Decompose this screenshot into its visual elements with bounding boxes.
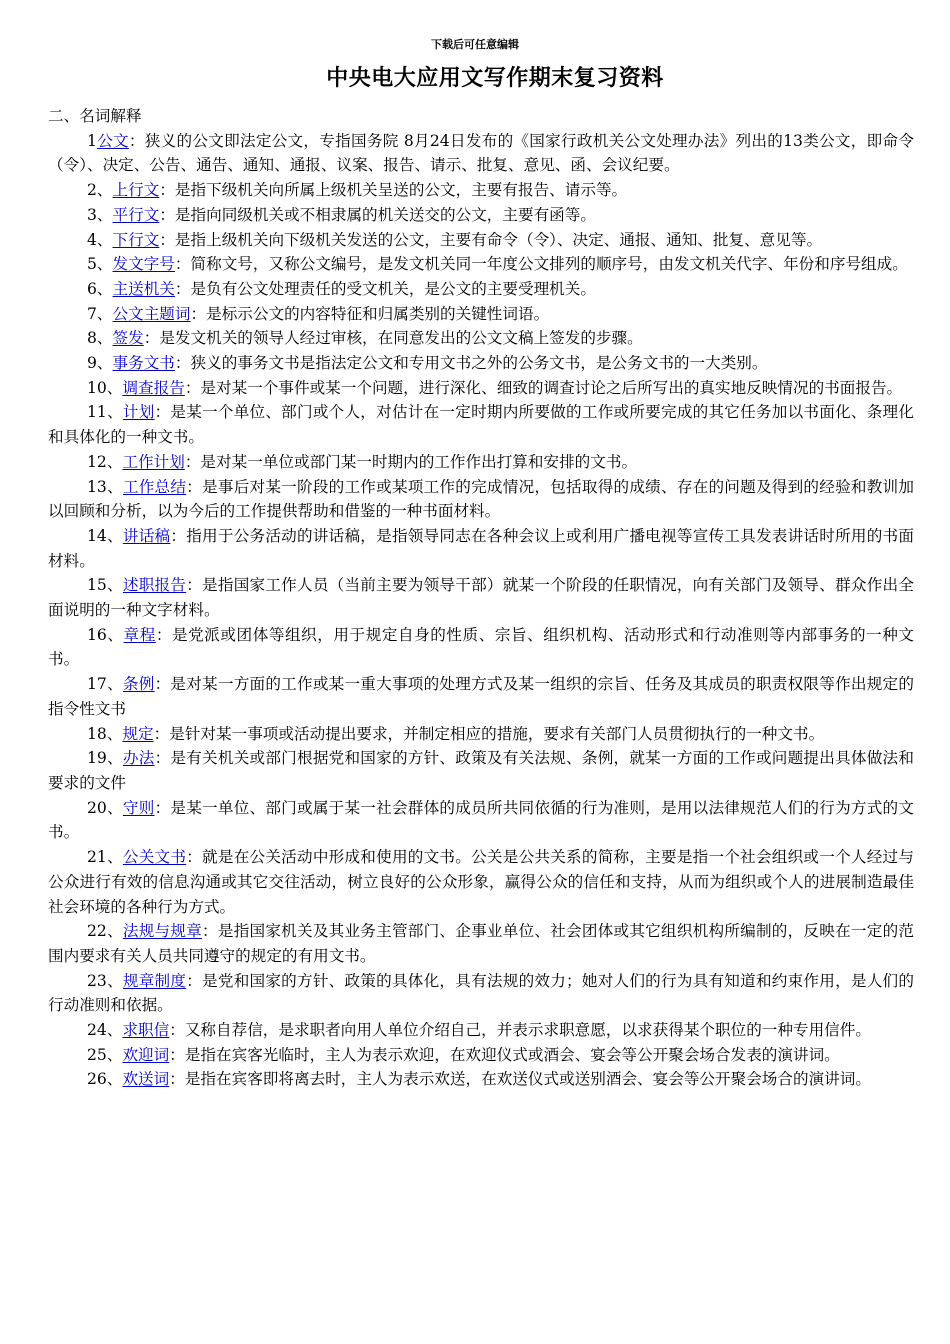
entry-number: 2、 bbox=[87, 181, 113, 200]
section-heading: 二、名词解释 bbox=[48, 107, 142, 125]
definition-entry bbox=[48, 351, 914, 376]
page-title: 中央电大应用文写作期末复习资料 bbox=[326, 66, 664, 91]
definition-entry bbox=[48, 1067, 914, 1092]
entry-term-link[interactable]: 欢迎词 bbox=[122, 1045, 170, 1064]
definition-entry bbox=[48, 746, 914, 795]
entry-definition: ：是某一个单位、部门或个人，对估计在一定时期内所要做的工作或所要完成的其它任务加以书面化、条理化和具体化的一种文书。 bbox=[48, 403, 914, 447]
entry-term-link[interactable]: 调查报告 bbox=[122, 378, 185, 397]
entry-definition: ：是指国家工作人员（当前主要为领导干部）就某一个阶段的任职情况，向有关部门及领导、群众作出全面说明的一种文字材料。 bbox=[48, 576, 914, 620]
entry-number: 13、 bbox=[87, 477, 123, 496]
entry-definition: ：是指国家机关及其业务主管部门、企事业单位、社会团体或其它组织机构所编制的，反映在一定的范围内要求有关人员共同遵守的规定的有用文书。 bbox=[48, 922, 914, 965]
definition-entry bbox=[48, 277, 914, 302]
definition-entry bbox=[48, 1043, 914, 1068]
entry-number: 22、 bbox=[87, 922, 123, 941]
entry-term-link[interactable]: 公关文书 bbox=[122, 848, 187, 867]
entry-definition: ：狭义的公文即法定公文，专指国务院 8月24日发布的《国家行政机关公文处理办法》列出的13类公文，即命令（令）、决定、公告、通告、通知、通报、议案、报告、请示、批复、意见、函、会议纪要。 bbox=[48, 131, 914, 175]
entry-number: 16、 bbox=[87, 625, 124, 644]
entry-number: 19、 bbox=[87, 749, 123, 768]
entry-number: 20、 bbox=[87, 798, 123, 817]
entry-term-link[interactable]: 事务文书 bbox=[112, 354, 175, 373]
entry-term-link[interactable]: 规定 bbox=[122, 724, 154, 743]
entry-definition: ：是负有公文处理责任的受文机关，是公文的主要受理机关。 bbox=[174, 279, 596, 298]
download-note: 下载后可任意编辑 bbox=[431, 38, 519, 51]
entry-term-link[interactable]: 法规与规章 bbox=[122, 922, 203, 941]
definition-entry bbox=[48, 450, 914, 475]
definition-entry bbox=[48, 1018, 914, 1043]
definition-entry bbox=[48, 178, 914, 203]
entry-term-link[interactable]: 工作总结 bbox=[122, 477, 187, 496]
entry-definition: ：是事后对某一阶段的工作或某项工作的完成情况，包括取得的成绩、存在的问题及得到的经验和教训加以回顾和分析，以为今后的工作提供帮助和借鉴的一种书面材料。 bbox=[48, 477, 914, 521]
entry-term-link[interactable]: 上行文 bbox=[112, 181, 160, 200]
term-definition-list bbox=[48, 129, 914, 1092]
definition-entry bbox=[48, 400, 914, 449]
entry-term-link[interactable]: 签发 bbox=[112, 329, 144, 348]
entry-definition: ：就是在公关活动中形成和使用的文书。公关是公共关系的简称，主要是指一个社会组织或一个人经过与公众进行有效的信息沟通或其它交往活动，树立良好的公众形象，赢得公众的信任和支持，从而为组织或个人的进展制造最佳社会环境的各种行为方式。 bbox=[48, 848, 914, 916]
entry-term-link[interactable]: 下行文 bbox=[112, 230, 160, 249]
entry-number: 25、 bbox=[87, 1045, 123, 1064]
entry-number: 8、 bbox=[87, 329, 113, 348]
entry-number: 7、 bbox=[87, 304, 113, 323]
entry-definition: ：狭义的事务文书是指法定公文和专用文书之外的公务文书，是公务文书的一大类别。 bbox=[174, 354, 768, 373]
entry-term-link[interactable]: 求职信 bbox=[122, 1021, 170, 1040]
definition-entry bbox=[48, 524, 914, 573]
definition-entry bbox=[48, 228, 914, 253]
entry-term-link[interactable]: 办法 bbox=[122, 749, 155, 768]
definition-entry bbox=[48, 623, 914, 672]
entry-term-link[interactable]: 章程 bbox=[123, 625, 156, 644]
entry-definition: ：又称自荐信，是求职者向用人单位介绍自己，并表示求职意愿，以求获得某个职位的一种专用信件。 bbox=[169, 1021, 871, 1040]
entry-number: 18、 bbox=[87, 724, 123, 743]
entry-number: 17、 bbox=[87, 675, 123, 694]
entry-number: 3、 bbox=[87, 205, 113, 224]
entry-term-link[interactable]: 发文字号 bbox=[112, 255, 175, 274]
entry-number: 6、 bbox=[87, 279, 113, 298]
entry-term-link[interactable]: 计划 bbox=[122, 403, 155, 422]
entry-number: 23、 bbox=[87, 971, 123, 990]
entry-number: 5、 bbox=[87, 255, 113, 274]
definition-entry bbox=[48, 919, 914, 968]
entry-term-link[interactable]: 规章制度 bbox=[122, 971, 187, 990]
entry-definition: ：是发文机关的领导人经过审核，在同意发出的公文文稿上签发的步骤。 bbox=[143, 329, 643, 348]
entry-definition: ：是指在宾客即将离去时，主人为表示欢送，在欢送仪式或送别酒会、宴会等公开聚会场合的演讲词。 bbox=[169, 1070, 871, 1089]
entry-term-link[interactable]: 欢送词 bbox=[122, 1070, 170, 1089]
entry-definition: ：是党派或团体等组织，用于规定自身的性质、宗旨、组织机构、活动形式和行动准则等内部事务的一种文书。 bbox=[48, 625, 914, 669]
entry-definition: ：是指下级机关向所属上级机关呈送的公文，主要有报告、请示等。 bbox=[159, 181, 628, 200]
entry-number: 24、 bbox=[87, 1021, 123, 1040]
entry-term-link[interactable]: 讲话稿 bbox=[122, 526, 171, 545]
entry-term-link[interactable]: 述职报告 bbox=[122, 576, 187, 595]
entry-term-link[interactable]: 工作计划 bbox=[122, 452, 185, 471]
entry-definition: ：简称文号，又称公文编号，是发文机关同一年度公文排列的顺序号，由发文机关代字、年份和序号组成。 bbox=[174, 255, 908, 274]
entry-term-link[interactable]: 公文主题词 bbox=[112, 304, 191, 323]
entry-definition: ：指用于公务活动的讲话稿，是指领导同志在各种会议上或利用广播电视等宣传工具发表讲话时所用的书面材料。 bbox=[48, 526, 914, 570]
entry-definition: ：是某一单位、部门或属于某一社会群体的成员所共同依循的行为准则，是用以法律规范人们的行为方式的文书。 bbox=[48, 798, 914, 842]
entry-number: 21、 bbox=[87, 848, 123, 867]
entry-definition: ：是指在宾客光临时，主人为表示欢迎，在欢迎仪式或酒会、宴会等公开聚会场合发表的演讲词。 bbox=[169, 1045, 840, 1064]
definition-entry bbox=[48, 475, 914, 524]
entry-definition: ：是指向同级机关或不相隶属的机关送交的公文，主要有函等。 bbox=[159, 205, 596, 224]
entry-number: 26、 bbox=[87, 1070, 123, 1089]
definition-entry bbox=[48, 376, 914, 401]
definition-entry bbox=[48, 302, 914, 327]
entry-definition: ：是针对某一事项或活动提出要求，并制定相应的措施，要求有关部门人员贯彻执行的一种文书。 bbox=[153, 724, 825, 743]
definition-entry bbox=[48, 252, 914, 277]
entry-definition: ：是指上级机关向下级机关发送的公文，主要有命令（令）、决定、通报、通知、批复、意见等。 bbox=[159, 230, 823, 249]
entry-number: 15、 bbox=[87, 576, 123, 595]
entry-number: 11、 bbox=[87, 403, 123, 422]
definition-entry bbox=[48, 796, 914, 845]
entry-number: 4、 bbox=[87, 230, 113, 249]
definition-entry bbox=[48, 672, 914, 721]
entry-term-link[interactable]: 主送机关 bbox=[112, 279, 175, 298]
entry-definition: ：是党和国家的方针、政策的具体化，具有法规的效力；她对人们的行为具有知道和约束作用，是人们的行动准则和依据。 bbox=[48, 971, 914, 1015]
entry-number: 14、 bbox=[87, 526, 123, 545]
definition-entry bbox=[48, 129, 914, 178]
entry-definition: ：是对某一个事件或某一个问题，进行深化、细致的调查讨论之后所写出的真实地反映情况的书面报告。 bbox=[184, 378, 903, 397]
definition-entry bbox=[48, 573, 914, 622]
entry-definition: ：是对某一单位或部门某一时期内的工作作出打算和安排的文书。 bbox=[184, 452, 638, 471]
entry-term-link[interactable]: 条例 bbox=[122, 675, 155, 694]
entry-term-link[interactable]: 平行文 bbox=[112, 205, 160, 224]
entry-number: 10、 bbox=[87, 378, 123, 397]
entry-term-link[interactable]: 公文 bbox=[96, 131, 129, 150]
document-body bbox=[48, 104, 914, 1092]
entry-term-link[interactable]: 守则 bbox=[122, 798, 155, 817]
definition-entry bbox=[48, 326, 914, 351]
definition-entry bbox=[48, 845, 914, 919]
entry-number: 12、 bbox=[87, 452, 123, 471]
entry-definition: ：是对某一方面的工作或某一重大事项的处理方式及某一组织的宗旨、任务及其成员的职责权限等作出规定的指令性文书 bbox=[48, 675, 914, 718]
definition-entry bbox=[48, 722, 914, 747]
entry-number: 1 bbox=[87, 131, 97, 150]
entry-number: 9、 bbox=[87, 354, 113, 373]
entry-definition: ：是有关机关或部门根据党和国家的方针、政策及有关法规、条例，就某一方面的工作或问题提出具体做法和要求的文件 bbox=[48, 749, 914, 792]
definition-entry bbox=[48, 969, 914, 1018]
entry-definition: ：是标示公文的内容特征和归属类别的关键性词语。 bbox=[190, 304, 550, 323]
definition-entry bbox=[48, 203, 914, 228]
